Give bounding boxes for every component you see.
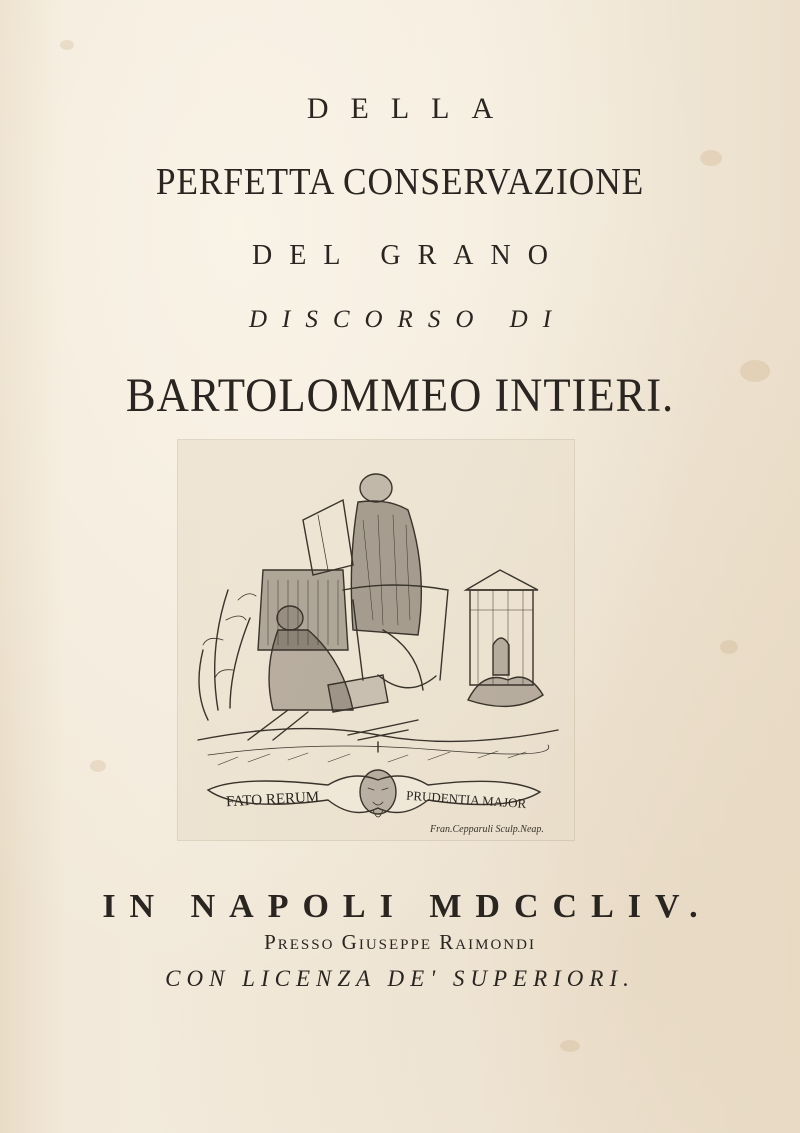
vignette-illustration: [178, 440, 574, 840]
foxing-spot: [560, 1040, 580, 1052]
title-line-main: PERFETTA CONSERVAZIONE: [155, 161, 645, 203]
author-name: BARTOLOMMEO INTIERI.: [125, 369, 675, 422]
imprint-licence: CON LICENZA DE' SUPERIORI.: [165, 966, 635, 991]
banner-left-text: FATO RERUM: [225, 789, 320, 811]
imprint-place-date: IN NAPOLI MDCCLIV.: [102, 888, 712, 925]
foxing-spot: [720, 640, 738, 654]
engraver-credit: Fran.Cepparuli Sculp.Neap.: [430, 824, 544, 835]
imprint-printer: Presso Giuseppe Raimondi: [264, 930, 536, 954]
engraved-vignette: [178, 440, 574, 840]
title-line-della: DELLA: [306, 92, 516, 125]
title-line-discorso: DISCORSO DI: [248, 306, 567, 333]
foxing-spot: [60, 40, 74, 50]
title-line-grano: DEL GRANO: [252, 240, 565, 271]
foxing-spot: [90, 760, 106, 772]
banner-right-text: PRUDENTIA MAJOR: [405, 787, 527, 812]
